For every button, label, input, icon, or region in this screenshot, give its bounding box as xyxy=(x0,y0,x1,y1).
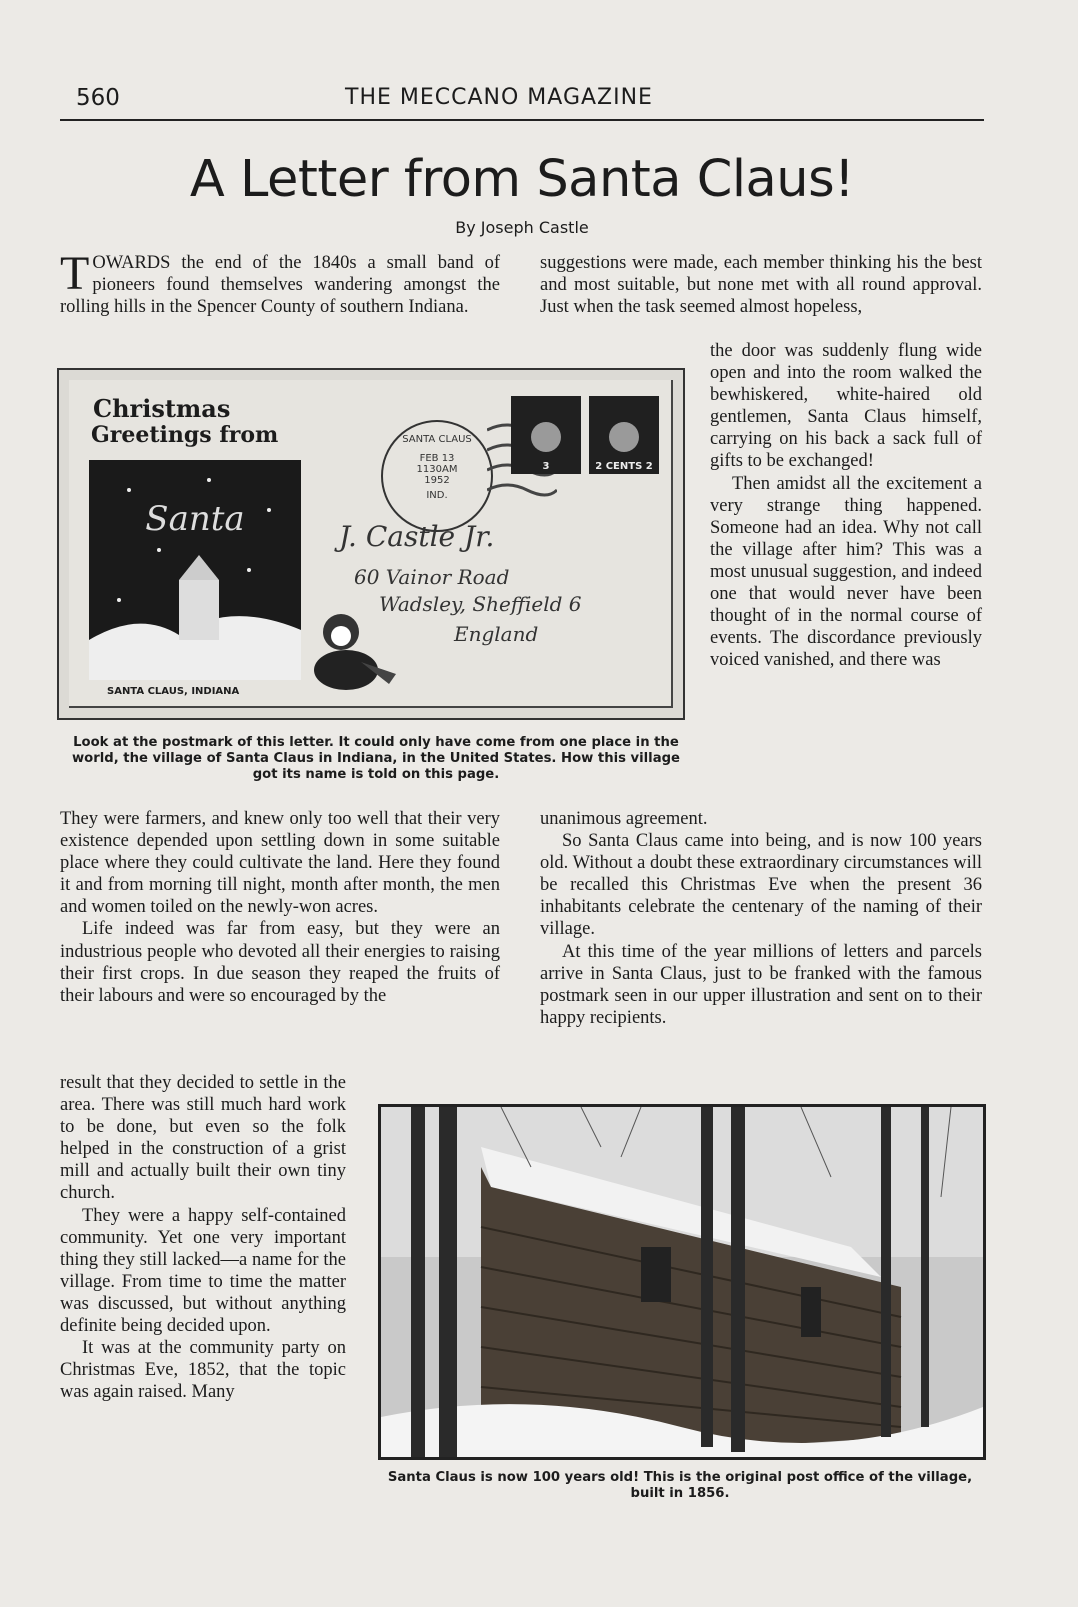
postmark: SANTA CLAUS FEB 13 1130AM 1952 IND. xyxy=(381,420,493,532)
svg-text:Santa: Santa xyxy=(145,499,245,539)
address-line-2: 60 Vainor Road xyxy=(354,565,510,589)
santa-figure xyxy=(301,602,411,697)
envelope-caption: Look at the postmark of this letter. It could only have come from one place in the world, the village of Santa Claus in Indiana, in the United States. How this village got its name is told on this page. xyxy=(72,735,680,782)
magazine-title: THE MECCANO MAGAZINE xyxy=(345,85,653,110)
page-number: 560 xyxy=(76,85,120,111)
left-narrow-col xyxy=(60,1072,346,1403)
community-paragraph: They were a happy self-contained community. Yet one very important thing they still lacked—a name for the village. From time to time the matter was discussed, but without anything definite being decided upon. xyxy=(60,1205,346,1337)
greeting-line-1: Christmas xyxy=(93,394,231,423)
photo-caption: Santa Claus is now 100 years old! This is the original post office of the village, built in 1856. xyxy=(387,1470,973,1501)
suggestions-paragraph: suggestions were made, each member thinking his the best and most suitable, but none met with all round approval. Just when the task seemed almost hopeless, xyxy=(540,253,982,318)
header-rule xyxy=(60,119,984,121)
right-col-mid xyxy=(540,808,982,1029)
farmers-paragraph: They were farmers, and knew only too well that their very existence depended upon settling down in some suitable place where they could cultivate the land. Here they found it and from morning till night, month after month, the men and women toiled on the newly-won acres. xyxy=(60,809,500,918)
settle-paragraph: result that they decided to settle in the area. There was still much hard work to be done, but even so the folk helped in the construction of a grist mill and actually built their own tiny church. xyxy=(60,1073,346,1204)
post-office-photo xyxy=(378,1104,986,1460)
life-paragraph: Life indeed was far from easy, but they were an industrious people who devoted all their energies to raising their first crops. In due season they reaped the fruits of their labours and were so encouraged by the xyxy=(60,919,500,1006)
intro-paragraph xyxy=(60,247,500,318)
greeting-line-2: Greetings from xyxy=(91,422,279,448)
agreement-paragraph: unanimous agreement. xyxy=(540,809,708,829)
party-paragraph: It was at the community party on Christmas Eve, 1852, that the topic was again raised. Many xyxy=(60,1338,346,1403)
right-narrow-col xyxy=(710,340,982,671)
article-byline: By Joseph Castle xyxy=(455,218,589,237)
envelope-illustration xyxy=(57,368,685,720)
address-line-1: J. Castle Jr. xyxy=(339,520,495,553)
article-title: A Letter from Santa Claus! xyxy=(189,150,855,209)
stamp-3-cents: 3 xyxy=(511,396,581,474)
address-line-3: Wadsley, Sheffield 6 xyxy=(379,592,582,616)
centenary-paragraph: So Santa Claus came into being, and is now 100 years old. Without a doubt these extraordinary circumstances will be recalled this Christmas Eve when the present 36 inhabitants celebrate the centenary of the naming of their village. xyxy=(540,831,982,940)
address-line-4: England xyxy=(454,622,539,646)
place-label: SANTA CLAUS, INDIANA xyxy=(107,686,240,697)
door-paragraph: the door was suddenly flung wide open and into the room walked the bewhiskered, white-haired old gentlemen, Santa Claus himself, carrying on his back a sack full of gifts to be exchanged! xyxy=(710,341,982,472)
letters-paragraph: At this time of the year millions of letters and parcels arrive in Santa Claus, just to be franked with the famous postmark seen in our upper illustration and sent on to their happy recipients. xyxy=(540,941,982,1028)
drop-cap: T xyxy=(60,247,90,300)
stamp-2-cents: 2 CENTS 2 xyxy=(589,396,659,474)
idea-paragraph: Then amidst all the excitement a very strange thing happened. Someone had an idea. Why not call the village after him? This was a most unusual suggestion, and indeed one that would never have been thought of in the normal course of events. The discordance previously voiced vanished, and there was xyxy=(710,473,982,671)
right-col-top xyxy=(540,252,982,318)
left-col-mid xyxy=(60,808,500,1007)
intro-text: OWARDS the end of the 1840s a small band of pioneers found themselves wandering amongst the rolling hills in the Spencer County of southern Indiana. xyxy=(60,253,500,318)
santa-illustration xyxy=(89,460,301,680)
